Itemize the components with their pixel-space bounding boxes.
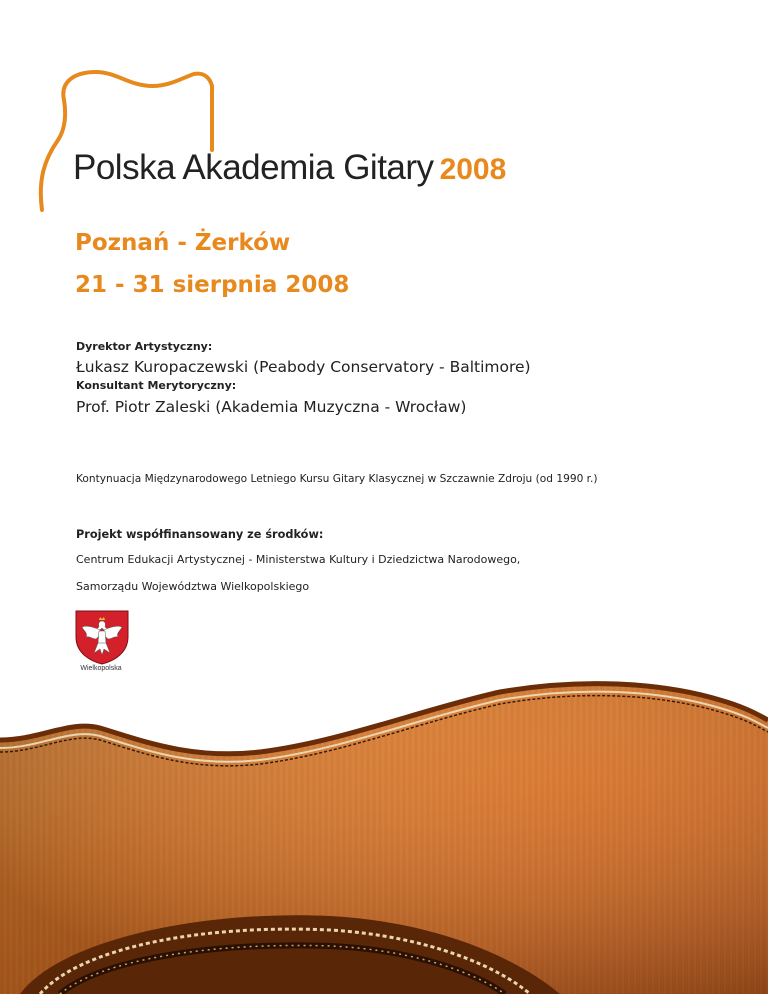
event-location: Poznań - Żerków (75, 230, 291, 256)
page-title (73, 148, 506, 188)
title-text: Polska Akademia Gitary (73, 148, 434, 187)
consultant-label: Konsultant Merytoryczny: (76, 379, 237, 392)
funding-label: Projekt współfinansowany ze środków: (76, 528, 324, 541)
title-year: 2008 (439, 153, 507, 186)
director-label: Dyrektor Artystyczny: (76, 340, 213, 353)
guitar-body-image (0, 680, 768, 994)
sponsor-item: Centrum Edukacji Artystycznej - Ministerstwa Kultury i Dziedzictwa Narodowego, (76, 553, 521, 566)
sponsor-item: Samorządu Województwa Wielkopolskiego (76, 580, 310, 593)
wielkopolska-coat-of-arms-icon (74, 609, 130, 665)
coat-of-arms-caption: Wielkopolska (80, 665, 122, 672)
continuation-note: Kontynuacja Międzynarodowego Letniego Kursu Gitary Klasycznej w Szczawnie Zdroju (od 1990 r.) (76, 473, 598, 485)
consultant-name: Prof. Piotr Zaleski (Akademia Muzyczna - Wrocław) (76, 398, 467, 416)
director-name: Łukasz Kuropaczewski (Peabody Conservatory - Baltimore) (76, 358, 531, 376)
event-dates: 21 - 31 sierpnia 2008 (75, 272, 350, 298)
